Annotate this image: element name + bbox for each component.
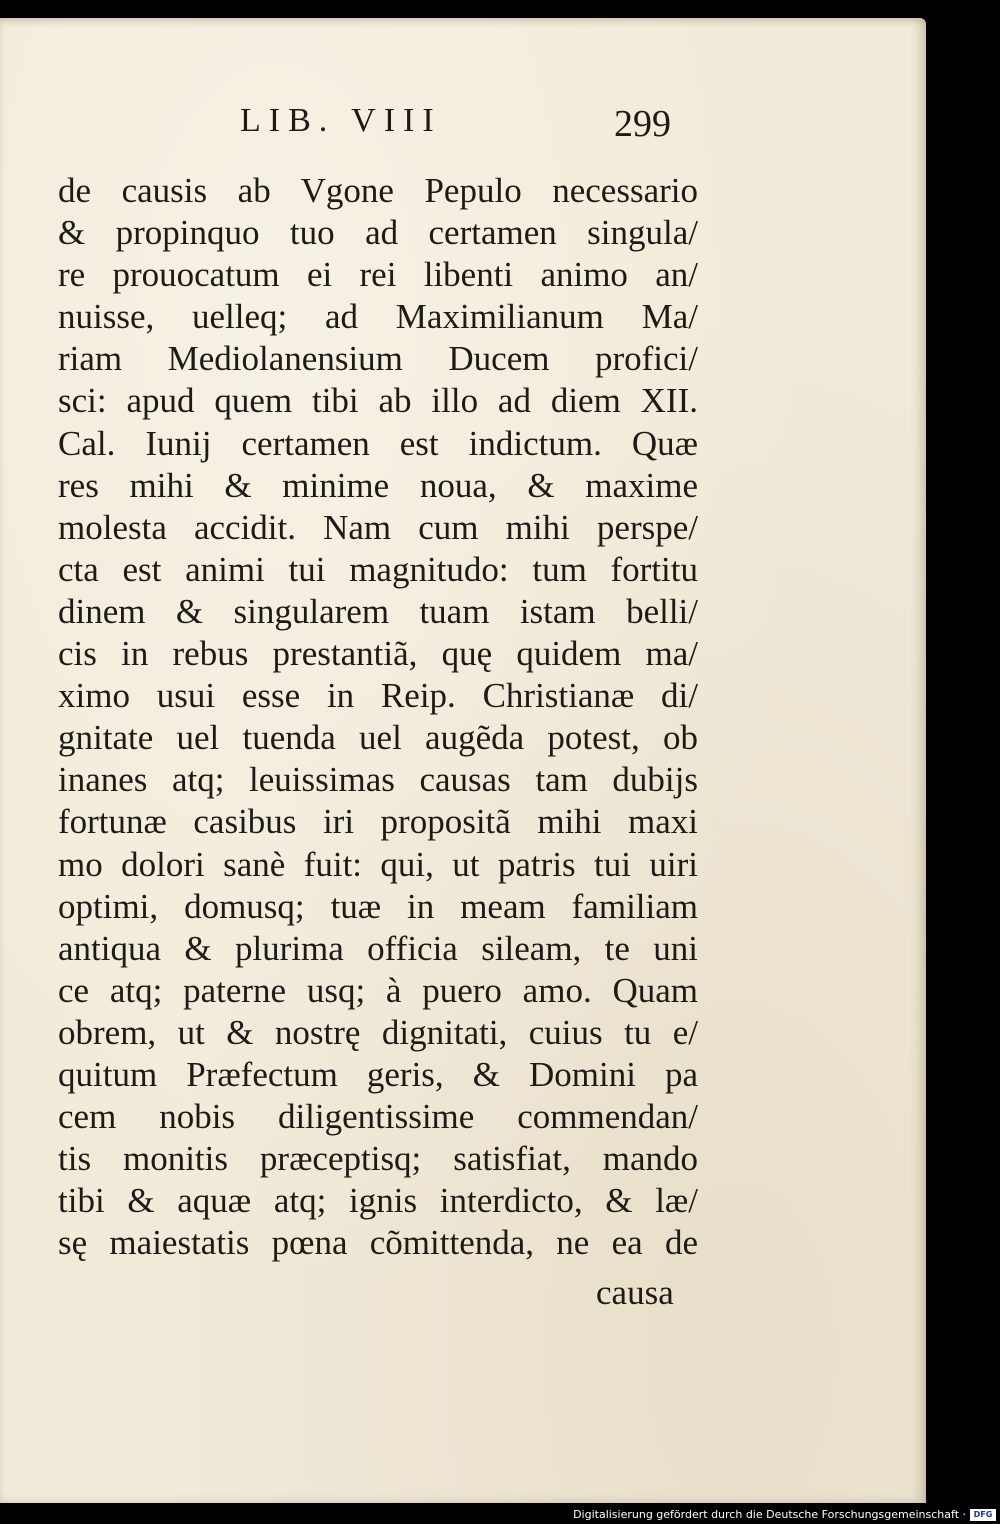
text-line: ce atq; paterne usq; à puero amo. Quam (58, 970, 698, 1010)
text-line: tis monitis præceptisq; satisfiat, mando (58, 1139, 698, 1179)
funding-footer: Digitalisierung gefördert durch die Deutsche Forschungsgemeinschaft · (573, 1508, 966, 1521)
text-line: tibi & aquæ atq; ignis interdicto, & læ/ (58, 1181, 698, 1221)
text-line: re prouocatum ei rei libenti animo an/ (58, 255, 698, 295)
text-line: riam Mediolanensium Ducem profici/ (58, 339, 698, 379)
text-line: obrem, ut & nostrę dignitati, cuius tu e/ (58, 1012, 698, 1052)
text-line: de causis ab Vgone Pepulo necessario (58, 171, 698, 210)
text-line: antiqua & plurima officia sileam, te uni (58, 928, 698, 968)
text-line: fortunæ casibus iri propositã mihi maxi (58, 802, 698, 842)
text-line: mo dolori sanè fuit: qui, ut patris tui uiri (58, 844, 698, 884)
page-number: 299 (614, 103, 671, 145)
dfg-logo: DFG (970, 1509, 996, 1521)
book-page (0, 18, 926, 1503)
text-line: ximo usui esse in Reip. Christianæ di/ (58, 676, 698, 716)
body-text (58, 170, 698, 1264)
text-line: & propinquo tuo ad certamen singula/ (58, 213, 698, 253)
text-line: molesta accidit. Nam cum mihi perspe/ (58, 507, 698, 547)
text-line: cta est animi tui magnitudo: tum fortitu (58, 549, 698, 589)
text-line: inanes atq; leuissimas causas tam dubijs (58, 760, 698, 800)
text-line: quitum Præfectum geris, & Domini pa (58, 1054, 698, 1094)
text-line: optimi, domusq; tuæ in meam familiam (58, 886, 698, 926)
catchword: causa (596, 1273, 674, 1312)
text-line: sci: apud quem tibi ab illo ad diem XII. (58, 381, 698, 421)
text-line: nuisse, uelleq; ad Maximilianum Ma/ (58, 297, 698, 337)
running-head: LIB. VIII (240, 102, 442, 139)
text-line: cis in rebus prestantiã, quę quidem ma/ (58, 634, 698, 674)
text-line: res mihi & minime noua, & maxime (58, 465, 698, 505)
text-line: cem nobis diligentissime commendan/ (58, 1097, 698, 1137)
text-line: gnitate uel tuenda uel augẽda potest, ob (58, 718, 698, 758)
text-line: Cal. Iunij certamen est indictum. Quæ (58, 423, 698, 463)
text-line: sę maiestatis pœna cõmittenda, ne ea de (58, 1223, 698, 1263)
text-line: dinem & singularem tuam istam belli/ (58, 591, 698, 631)
